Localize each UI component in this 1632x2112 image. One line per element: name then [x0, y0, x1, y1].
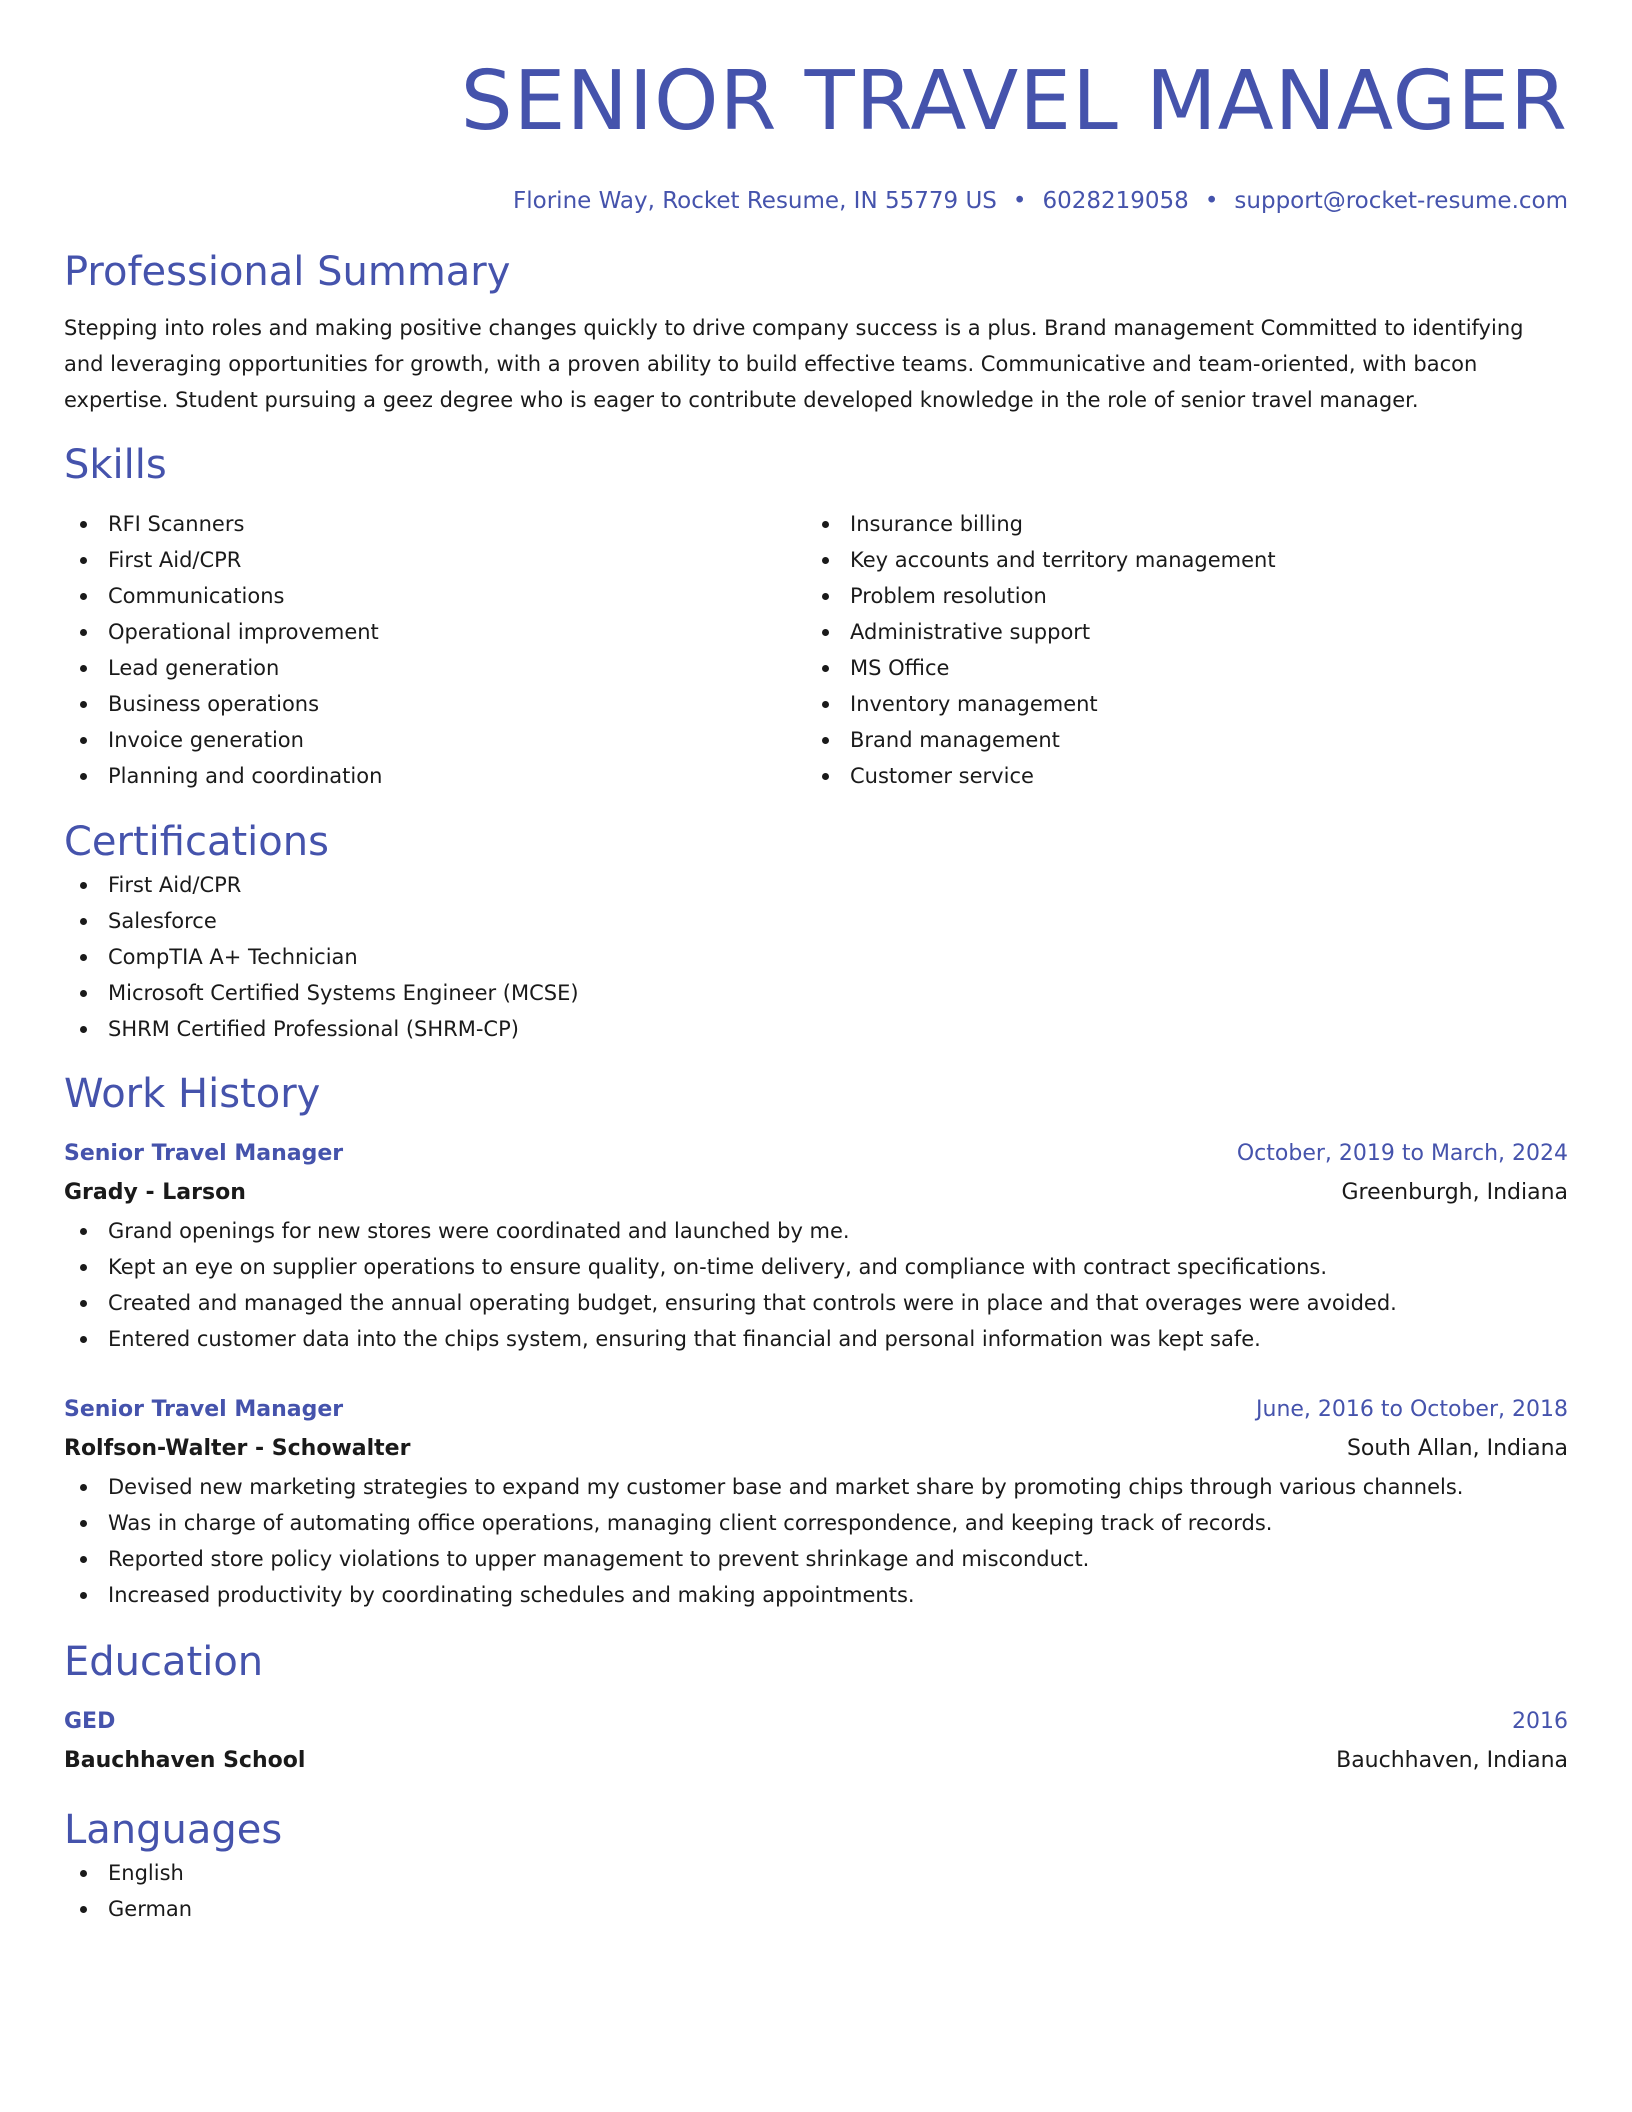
- language-item: English: [64, 1855, 1568, 1891]
- skill-item: Insurance billing: [806, 506, 1548, 542]
- skill-item: RFI Scanners: [64, 506, 806, 542]
- certifications-title: Certifications: [64, 819, 329, 865]
- certifications-list: [64, 867, 1568, 1047]
- job-role: Senior Travel Manager: [64, 1397, 344, 1422]
- skills-columns: [64, 506, 1568, 794]
- languages-section: [64, 1805, 1568, 1927]
- languages-title: Languages: [64, 1807, 283, 1853]
- certification-item: Microsoft Certified Systems Engineer (MCSE): [64, 975, 1568, 1011]
- skill-item: Operational improvement: [64, 614, 806, 650]
- job-entry: [64, 1135, 1568, 1357]
- certifications-section: [64, 817, 1568, 1047]
- education-school: Bauchhaven School: [64, 1748, 306, 1773]
- job-bullet: Increased productivity by coordinating schedules and making appointments.: [64, 1577, 1568, 1613]
- skill-item: Key accounts and territory management: [806, 542, 1548, 578]
- education-section: [64, 1637, 1568, 1781]
- skill-item: Invoice generation: [64, 722, 806, 758]
- job-location: Greenburgh, Indiana: [1341, 1180, 1568, 1205]
- job-header-row: [64, 1135, 1568, 1173]
- job-role: Senior Travel Manager: [64, 1141, 344, 1166]
- skill-item: Problem resolution: [806, 578, 1548, 614]
- contact-address: Florine Way, Rocket Resume, IN 55779 US: [513, 188, 997, 214]
- contact-separator: •: [1204, 188, 1219, 214]
- resume-name: SENIOR TRAVEL MANAGER: [460, 54, 1568, 149]
- job-dates: October, 2019 to March, 2024: [1236, 1141, 1568, 1166]
- work-history-section: [64, 1069, 1568, 1613]
- skill-item: MS Office: [806, 650, 1548, 686]
- skill-item: Planning and coordination: [64, 758, 806, 794]
- skill-item: Lead generation: [64, 650, 806, 686]
- skill-item: First Aid/CPR: [64, 542, 806, 578]
- certification-item: CompTIA A+ Technician: [64, 939, 1568, 975]
- skills-list-left: [64, 506, 806, 794]
- skills-section: [64, 440, 1568, 794]
- education-title: Education: [64, 1639, 264, 1685]
- skills-title: Skills: [64, 442, 167, 488]
- education-degree: GED: [64, 1709, 116, 1734]
- job-company: Grady - Larson: [64, 1180, 246, 1205]
- job-bullet: Entered customer data into the chips system, ensuring that financial and personal information was kept safe.: [64, 1321, 1568, 1357]
- education-year: 2016: [1512, 1709, 1568, 1734]
- certification-item: SHRM Certified Professional (SHRM-CP): [64, 1011, 1568, 1047]
- contact-separator: •: [1012, 188, 1027, 214]
- certification-item: First Aid/CPR: [64, 867, 1568, 903]
- job-company-row: [64, 1173, 1568, 1213]
- skill-item: Inventory management: [806, 686, 1548, 722]
- job-header-row: [64, 1391, 1568, 1429]
- skill-item: Administrative support: [806, 614, 1548, 650]
- education-entry: [64, 1703, 1568, 1781]
- skill-item: Brand management: [806, 722, 1548, 758]
- job-bullet: Devised new marketing strategies to expand my customer base and market share by promoting chips through various channels.: [64, 1469, 1568, 1505]
- contact-line: [64, 186, 1568, 216]
- job-company: Rolfson-Walter - Schowalter: [64, 1436, 411, 1461]
- summary-text: Stepping into roles and making positive changes quickly to drive company success is a plus. Brand management Committed to identifying and leveraging opportunities for growth, with a proven ability to build effective teams. Communicative and team-oriented, with bacon expertise. Student pursuing a geez degree who is eager to contribute developed knowledge in the role of senior travel manager.: [64, 316, 1524, 412]
- job-bullets: [64, 1469, 1568, 1613]
- job-company-row: [64, 1429, 1568, 1469]
- job-dates: June, 2016 to October, 2018: [1256, 1397, 1568, 1422]
- contact-email: support@rocket-resume.com: [1234, 188, 1568, 214]
- language-item: German: [64, 1891, 1568, 1927]
- skill-item: Customer service: [806, 758, 1548, 794]
- work-history-title: Work History: [64, 1071, 321, 1117]
- job-bullet: Was in charge of automating office operations, managing client correspondence, and keeping track of records.: [64, 1505, 1568, 1541]
- education-location: Bauchhaven, Indiana: [1336, 1748, 1568, 1773]
- summary-title: Professional Summary: [64, 249, 511, 295]
- job-bullets: [64, 1213, 1568, 1357]
- education-school-row: [64, 1741, 1568, 1781]
- summary-section: [64, 247, 1568, 418]
- languages-list: [64, 1855, 1568, 1927]
- contact-phone: 6028219058: [1042, 188, 1189, 214]
- skill-item: Business operations: [64, 686, 806, 722]
- certification-item: Salesforce: [64, 903, 1568, 939]
- job-bullet: Grand openings for new stores were coordinated and launched by me.: [64, 1213, 1568, 1249]
- job-bullet: Reported store policy violations to upper management to prevent shrinkage and misconduct.: [64, 1541, 1568, 1577]
- job-bullet: Kept an eye on supplier operations to ensure quality, on-time delivery, and compliance with contract specifications.: [64, 1249, 1568, 1285]
- education-header-row: [64, 1703, 1568, 1741]
- job-location: South Allan, Indiana: [1346, 1436, 1568, 1461]
- job-entry: [64, 1391, 1568, 1613]
- job-bullet: Created and managed the annual operating budget, ensuring that controls were in place and that overages were avoided.: [64, 1285, 1568, 1321]
- skills-list-right: [806, 506, 1548, 794]
- skill-item: Communications: [64, 578, 806, 614]
